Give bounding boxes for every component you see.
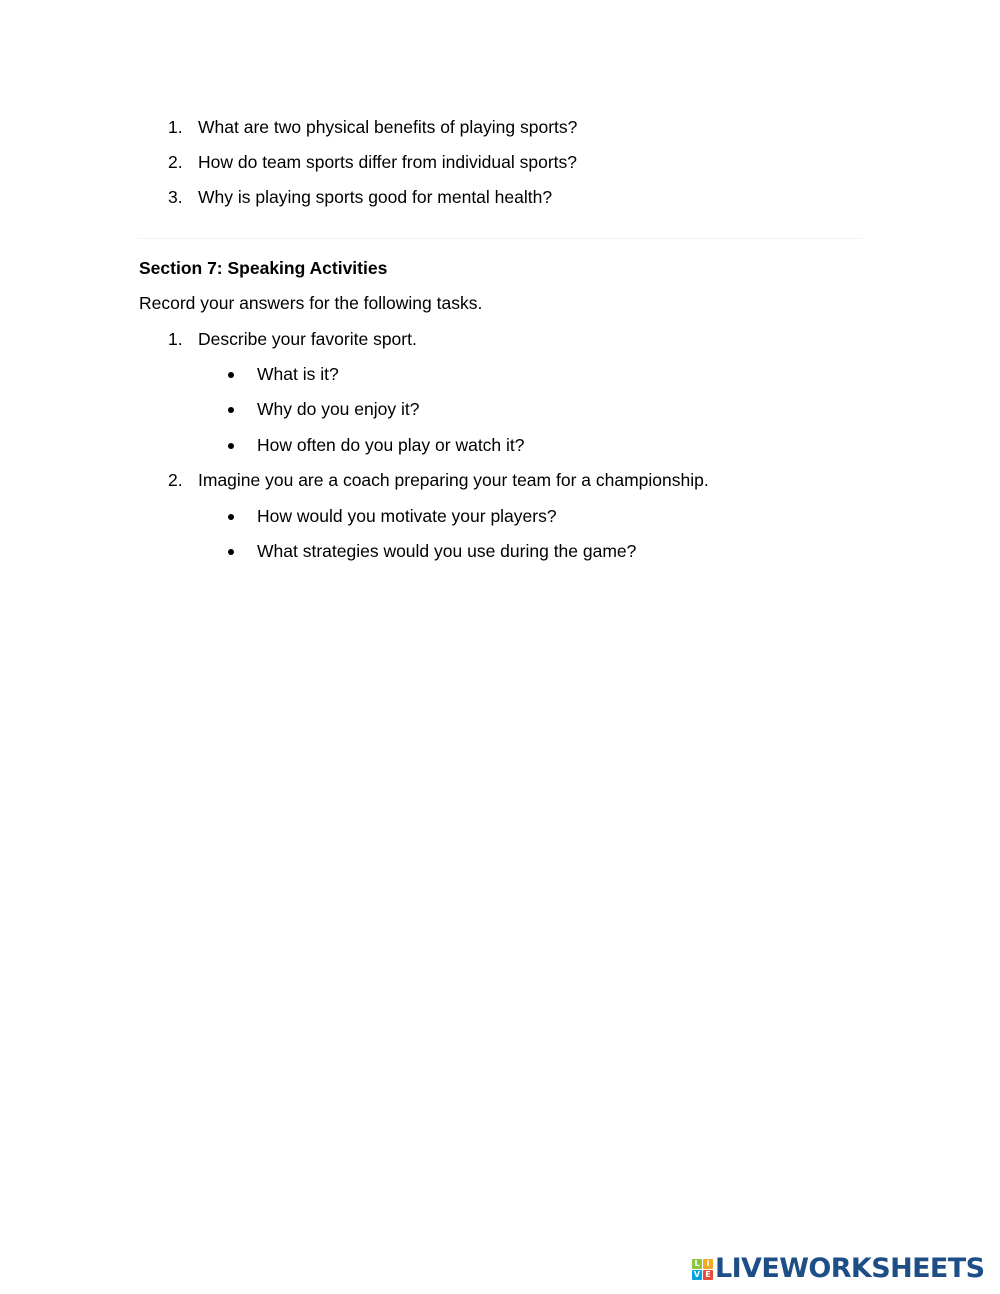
logo-letter: L [692,1259,702,1269]
logo-wordmark: LIVEWORKSHEETS [715,1253,985,1284]
bullet-text: What is it? [257,364,339,384]
bullet-text: Why do you enjoy it? [257,399,420,419]
section-divider [138,238,862,239]
bullet-dot [228,549,234,555]
question-number: 1. [168,117,183,137]
logo-letter: V [693,1270,701,1279]
task-number: 2. [168,470,183,490]
task-text: Imagine you are a coach preparing your team for a championship. [198,470,709,490]
bullet-text: How would you motivate your players? [257,506,557,526]
bullet-dot [228,443,234,449]
logo-letter: E [703,1270,713,1280]
section-instruction: Record your answers for the following tasks. [139,293,483,313]
question-number: 2. [168,152,183,172]
question-text: Why is playing sports good for mental health? [198,187,553,207]
bullet-dot [228,407,234,413]
question-text: How do team sports differ from individual sports? [198,152,578,172]
task-text: Describe your favorite sport. [198,329,417,349]
question-text: What are two physical benefits of playing sports? [198,117,578,137]
bullet-text: How often do you play or watch it? [257,435,525,455]
bullet-dot [228,514,234,520]
liveworksheets-logo [692,1254,984,1284]
bullet-dot [228,372,234,378]
question-number: 3. [168,187,183,207]
section-heading: Section 7: Speaking Activities [139,258,388,278]
task-number: 1. [168,329,183,349]
logo-letter: I [703,1259,713,1269]
bullet-text: What strategies would you use during the game? [257,541,637,561]
logo-mark-icon [692,1259,713,1280]
